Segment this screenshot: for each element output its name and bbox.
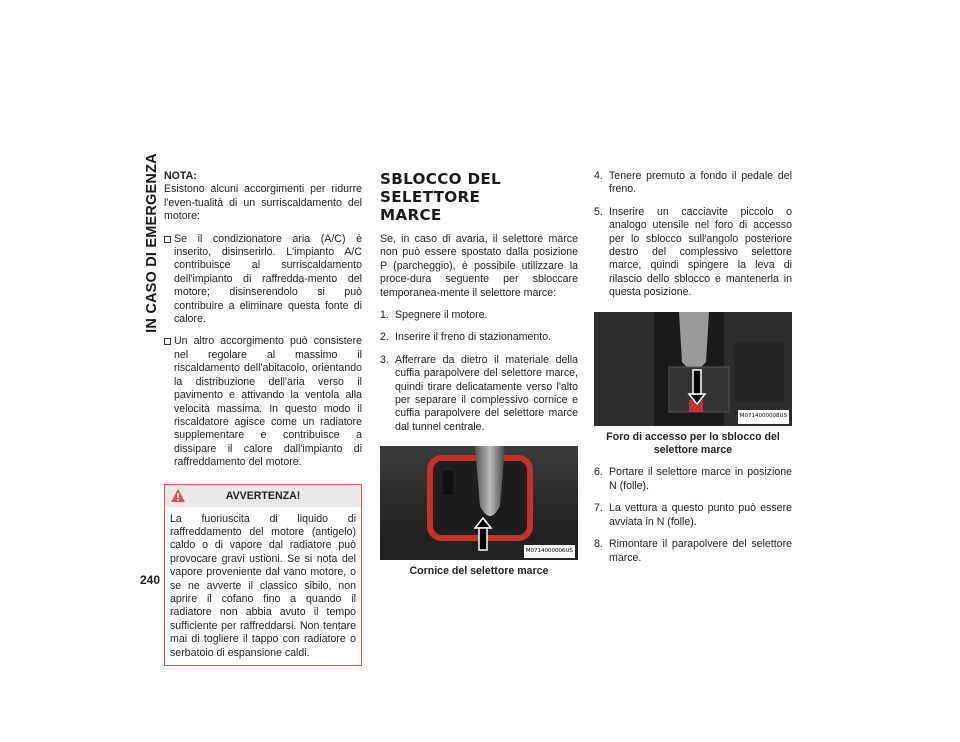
column-1 — [164, 170, 362, 666]
bullet-square-icon — [164, 236, 171, 243]
warning-box — [164, 484, 362, 666]
release-access-illustration — [594, 312, 792, 426]
section-title: IN CASO DI EMERGENZA — [144, 153, 160, 333]
step-item: 8. Rimontare il parapolvere del selettore marce. — [594, 538, 792, 564]
gear-selector-bezel-photo — [380, 446, 578, 560]
intro-paragraph: Se, in caso di avaria, il selettore marce non può essere spostato dalla posizione P (parcheggio), è possibile utilizzare la proce-dura seguente per sbloccare temporanea-mente il selettore marce: — [380, 233, 578, 299]
note-label: NOTA: — [164, 170, 197, 182]
warning-text: La fuoriuscita di liquido di raffreddamento del motore (antigelo) caldo o di vapore dal radiatore può provocare gravi ustioni. Se si nota del vapore proveniente dal vano motore, o se ne avverte il classico sibilo, non aprire il cofano fino a quando il radiatore non abbia avuto il tempo sufficiente per raffreddarsi. Non tentare mai di togliere il tappo con radiatore o serbatoio di espansione caldi. — [170, 512, 356, 659]
bullet-item: Un altro accorgimento può consistere nel regolare al massimo il riscaldamento dell'abitacolo, orientando la distribuzione dell'aria verso il pavimento e attivando la ventola alla velocità massima. In questo modo il riscaldatore agisce come un radiatore supplementare e contribuisce a dissipare il calore dall'impianto di raffreddamento del motore. — [164, 335, 362, 469]
gear-selector-illustration — [380, 446, 578, 560]
warning-triangle-icon — [171, 489, 185, 502]
step-item: 4. Tenere premuto a fondo il pedale del freno. — [594, 170, 792, 196]
column-3 — [594, 170, 792, 565]
figure-caption: Cornice del selettore marce — [409, 565, 549, 578]
release-access-hole-photo — [594, 312, 792, 426]
step-item: 1. Spegnere il motore. — [380, 309, 488, 322]
section-title-vertical — [140, 153, 164, 333]
bullet-square-icon — [164, 338, 171, 345]
section-heading: SBLOCCO DEL SELETTORE MARCE — [380, 170, 502, 224]
page-number: 240 — [140, 573, 161, 587]
image-code: M0714000006US — [524, 545, 575, 558]
warning-header — [165, 485, 361, 507]
step-item: 5. Inserire un cacciavite piccolo o analogo utensile nel foro di accesso per lo sblocco sull'angolo posteriore destro del complessivo selettore marce, quindi spingere la leva di rilascio dello sblocco e mantenerla in questa posizione. — [594, 205, 792, 299]
step-item: 3. Afferrare da dietro il materiale della cuffia parapolvere del selettore marce, quindi tirare delicatamente verso l'alto per separare il complessivo cornice e cuffia parapolvere del selettore marce dal tunnel centrale. — [380, 353, 578, 433]
step-item: 7. La vettura a questo punto può essere avviata in N (folle). — [594, 502, 792, 528]
warning-title: AVVERTENZA! — [225, 489, 301, 502]
image-code: M0714000008US — [738, 410, 789, 423]
bullet-item: Se il condizionatore aria (A/C) è inserito, disinserirlo. L'impianto A/C contribuisce al surriscaldamento dell'impianto di raffredda-mento del motore; disinserendolo si può contribuire a eliminare questa fonte di calore. — [164, 233, 362, 327]
step-item: 6. Portare il selettore marce in posizione N (folle). — [594, 466, 792, 492]
note-text: Esistono alcuni accorgimenti per ridurre l'even-tualità di un surriscaldamento del motore: — [164, 183, 362, 223]
figure-caption: Foro di accesso per lo sblocco del selettore marce — [606, 430, 780, 457]
step-item: 2. Inserire il freno di stazionamento. — [380, 331, 552, 344]
column-2 — [380, 170, 578, 579]
